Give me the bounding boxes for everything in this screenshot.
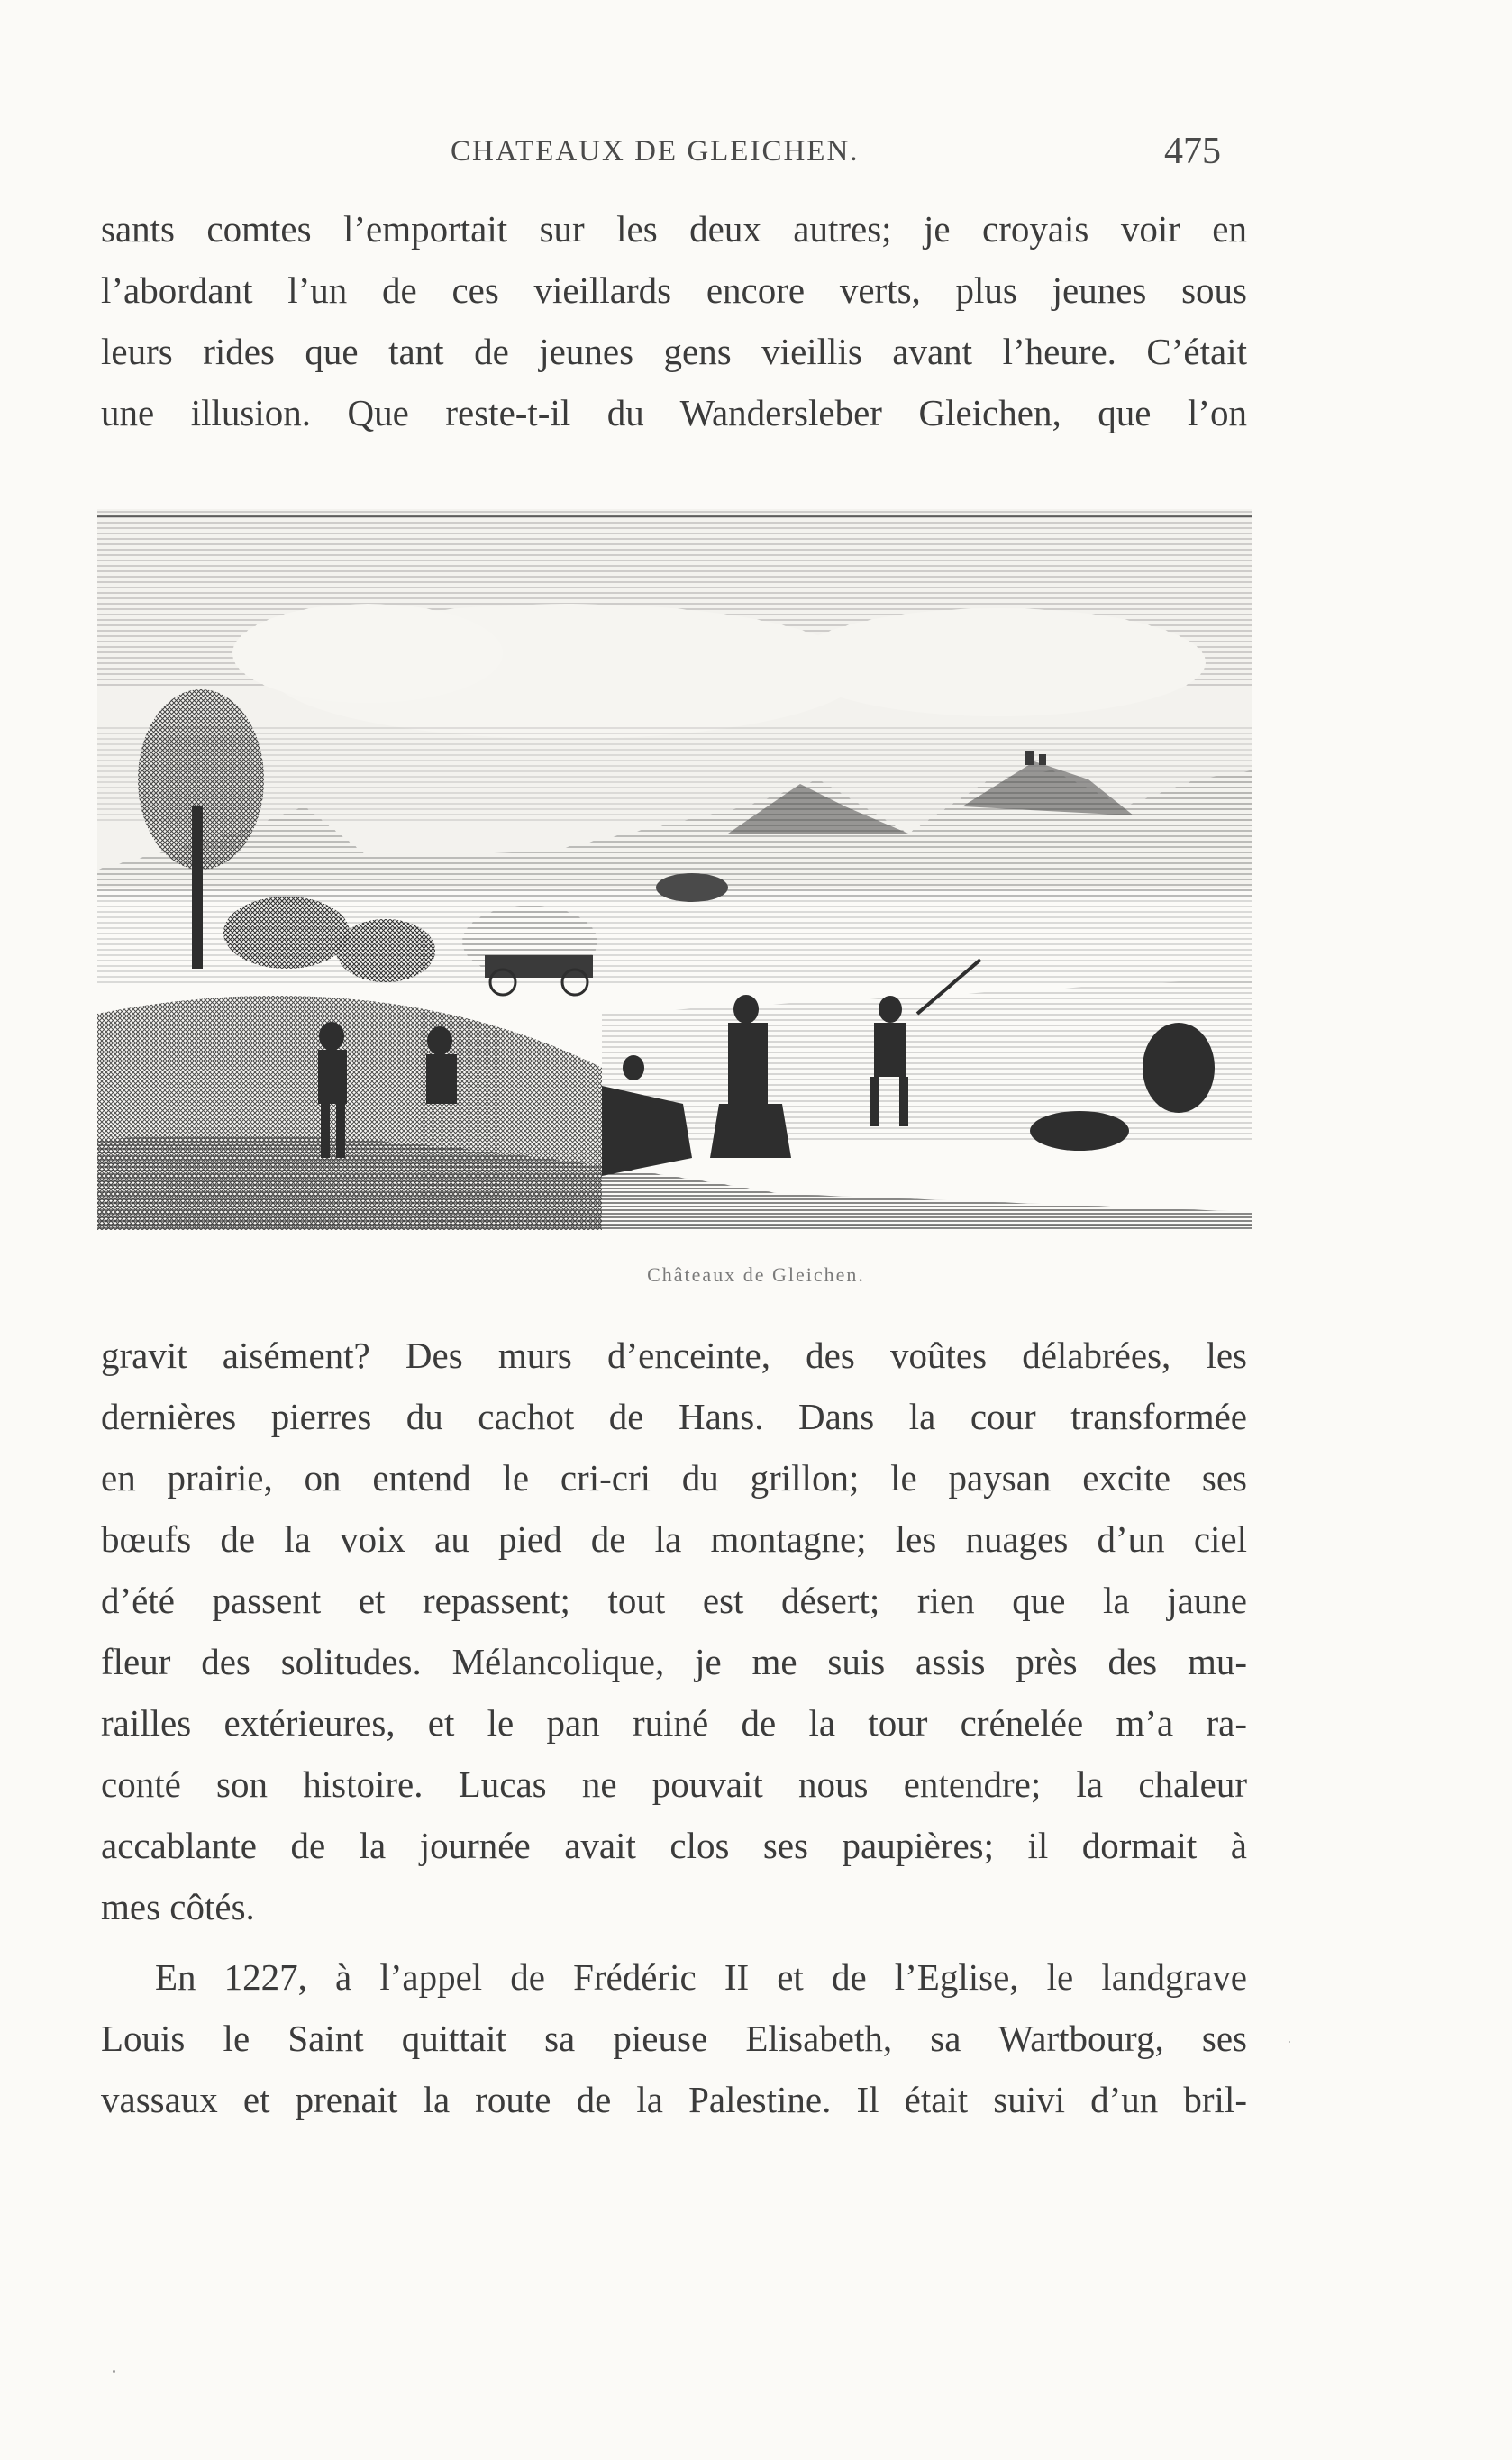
ink-speck (1289, 2041, 1290, 2043)
ink-speck (113, 2370, 115, 2373)
page-number: 475 (1164, 131, 1221, 172)
text-line: dernières pierres du cachot de Hans. Dans la cour transformée (101, 1396, 1247, 1437)
text-line: bœufs de la voix au pied de la montagne; les nuages d’un ciel (101, 1518, 1247, 1560)
text-line: une illusion. Que reste-t-il du Wandersleber Gleichen, que l’on (101, 392, 1247, 433)
text-line: leurs rides que tant de jeunes gens vieillis avant l’heure. C’était (101, 331, 1247, 372)
text-line: sants comtes l’emportait sur les deux autres; je croyais voir en (101, 208, 1247, 250)
text-line: l’abordant l’un de ces vieillards encore verts, plus jeunes sous (101, 269, 1247, 311)
landscape-engraving (97, 509, 1252, 1230)
text-line: en prairie, on entend le cri-cri du grillon; le paysan excite ses (101, 1457, 1247, 1499)
text-line: railles extérieures, et le pan ruiné de la tour crénelée m’a ra- (101, 1702, 1247, 1744)
text-line: fleur des solitudes. Mélancolique, je me suis assis près des mu- (101, 1641, 1247, 1682)
text-line: gravit aisément? Des murs d’enceinte, des voûtes délabrées, les (101, 1335, 1247, 1376)
paragraph-middle (101, 1325, 1247, 1937)
text-line: Louis le Saint quittait sa pieuse Elisabeth, sa Wartbourg, ses (101, 2018, 1247, 2059)
text-line: mes côtés. (101, 1886, 255, 1927)
text-line: conté son histoire. Lucas ne pouvait nous entendre; la chaleur (101, 1763, 1247, 1805)
running-head: CHATEAUX DE GLEICHEN. (451, 135, 860, 168)
page-header (0, 131, 1512, 180)
text-line: En 1227, à l’appel de Frédéric II et de l’Eglise, le landgrave (155, 1956, 1247, 1998)
text-line: accablante de la journée avait clos ses paupières; il dormait à (101, 1825, 1247, 1866)
text-line: d’été passent et repassent; tout est désert; rien que la jaune (101, 1580, 1247, 1621)
figure-caption: Châteaux de Gleichen. (647, 1263, 865, 1286)
paragraph-top (101, 198, 1247, 443)
text-line: vassaux et prenait la route de la Palestine. Il était suivi d’un bril- (101, 2079, 1247, 2120)
paragraph-bottom (101, 1946, 1247, 2130)
engraving-illustration (97, 509, 1252, 1230)
